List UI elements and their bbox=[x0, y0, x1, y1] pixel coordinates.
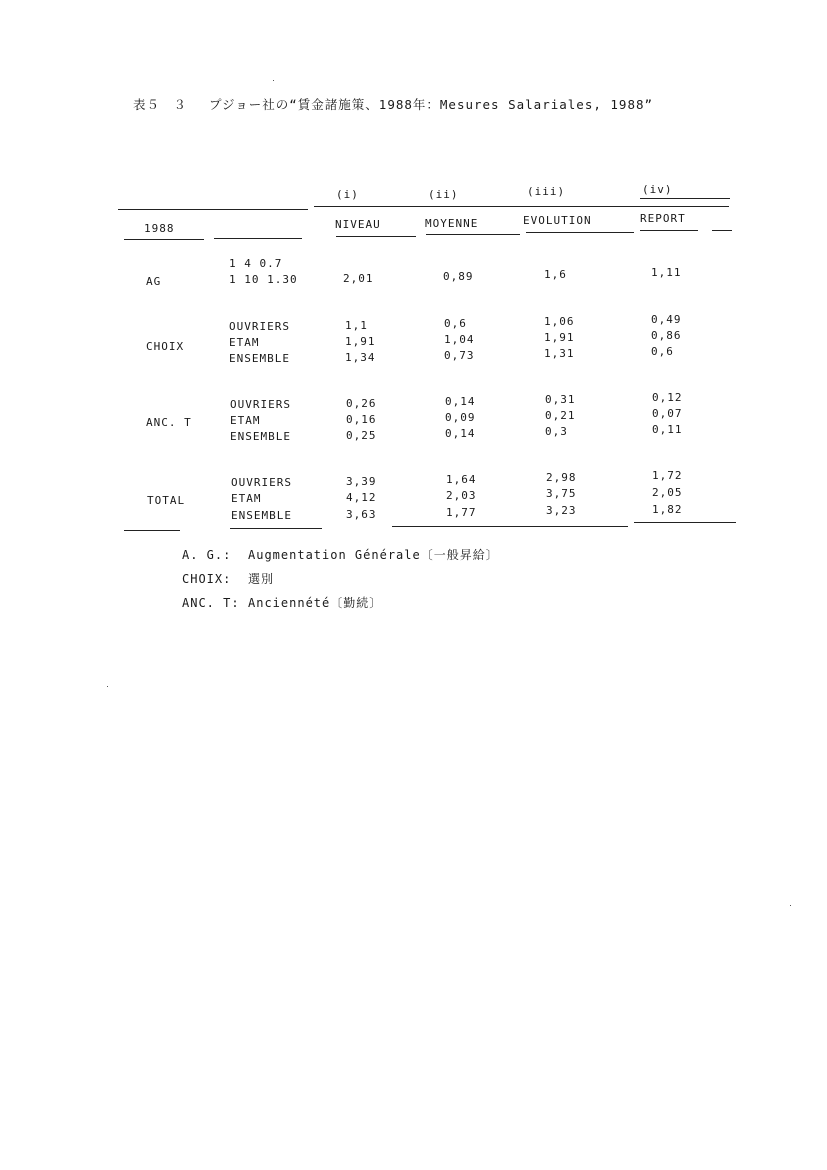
total-ensemble-niveau: 3,63 bbox=[346, 508, 377, 521]
note-ag-key: A. G.: bbox=[182, 548, 232, 562]
choix-sub-etam: ETAM bbox=[229, 336, 260, 349]
bottom-rule-2 bbox=[230, 528, 322, 529]
total-etam-niveau: 4,12 bbox=[346, 491, 377, 504]
choix-ensemble-moyenne: 0,73 bbox=[444, 349, 475, 362]
header-rule-6 bbox=[640, 230, 698, 231]
ag-moyenne: 0,89 bbox=[443, 270, 474, 283]
total-ensemble-moyenne: 1,77 bbox=[446, 506, 477, 519]
note-ag-value: Augmentation Générale〔一般昇給〕 bbox=[248, 548, 499, 562]
anc-ouvriers-moyenne: 0,14 bbox=[445, 395, 476, 408]
scan-speck bbox=[107, 686, 108, 687]
header-rule-1 bbox=[124, 239, 204, 240]
choix-ouvriers-moyenne: 0,6 bbox=[444, 317, 467, 330]
note-ag bbox=[182, 546, 499, 563]
choix-ouvriers-evolution: 1,06 bbox=[544, 315, 575, 328]
col-number-iv: (iv) bbox=[642, 183, 673, 196]
header-rule-3 bbox=[336, 236, 416, 237]
total-sub-etam: ETAM bbox=[231, 492, 262, 505]
bottom-rule-4 bbox=[634, 522, 736, 523]
col-number-ii: (ii) bbox=[428, 188, 459, 201]
anc-etam-niveau: 0,16 bbox=[346, 413, 377, 426]
total-ouvriers-report: 1,72 bbox=[652, 469, 683, 482]
choix-sub-ensemble: ENSEMBLE bbox=[229, 352, 290, 365]
choix-ouvriers-niveau: 1,1 bbox=[345, 319, 368, 332]
choix-ensemble-report: 0,6 bbox=[651, 345, 674, 358]
anc-sub-ouvriers: OUVRIERS bbox=[230, 398, 291, 411]
total-etam-report: 2,05 bbox=[652, 486, 683, 499]
choix-ensemble-niveau: 1,34 bbox=[345, 351, 376, 364]
note-choix-key: CHOIX: bbox=[182, 572, 232, 586]
scan-speck bbox=[790, 905, 791, 906]
choix-etam-evolution: 1,91 bbox=[544, 331, 575, 344]
anc-ensemble-report: 0,11 bbox=[652, 423, 683, 436]
anc-sub-ensemble: ENSEMBLE bbox=[230, 430, 291, 443]
choix-etam-niveau: 1,91 bbox=[345, 335, 376, 348]
anc-ensemble-moyenne: 0,14 bbox=[445, 427, 476, 440]
row-header-year: 1988 bbox=[144, 222, 175, 235]
note-choix-value: 選別 bbox=[248, 572, 275, 586]
ag-report: 1,11 bbox=[651, 266, 682, 279]
bottom-rule-3 bbox=[392, 526, 628, 527]
ag-dates-2: 1 10 1.30 bbox=[229, 273, 298, 286]
total-ouvriers-evolution: 2,98 bbox=[546, 471, 577, 484]
col-header-evolution: EVOLUTION bbox=[523, 214, 592, 227]
row-label-anc: ANC. T bbox=[146, 416, 192, 429]
col-header-niveau: NIVEAU bbox=[335, 218, 381, 231]
col-number-i: (i) bbox=[336, 188, 359, 201]
scan-speck bbox=[273, 80, 274, 81]
anc-ouvriers-evolution: 0,31 bbox=[545, 393, 576, 406]
header-rule-7 bbox=[712, 230, 732, 231]
total-sub-ouvriers: OUVRIERS bbox=[231, 476, 292, 489]
table-title bbox=[133, 95, 675, 113]
total-ensemble-report: 1,82 bbox=[652, 503, 683, 516]
total-etam-evolution: 3,75 bbox=[546, 487, 577, 500]
choix-sub-ouvriers: OUVRIERS bbox=[229, 320, 290, 333]
total-ouvriers-niveau: 3,39 bbox=[346, 475, 377, 488]
total-ouvriers-moyenne: 1,64 bbox=[446, 473, 477, 486]
choix-etam-report: 0,86 bbox=[651, 329, 682, 342]
choix-ensemble-evolution: 1,31 bbox=[544, 347, 575, 360]
bottom-rule-1 bbox=[124, 530, 180, 531]
anc-ouvriers-niveau: 0,26 bbox=[346, 397, 377, 410]
ag-niveau: 2,01 bbox=[343, 272, 374, 285]
row-label-choix: CHOIX bbox=[146, 340, 185, 353]
anc-sub-etam: ETAM bbox=[230, 414, 261, 427]
total-etam-moyenne: 2,03 bbox=[446, 489, 477, 502]
top-rule-right bbox=[314, 206, 729, 207]
choix-ouvriers-report: 0,49 bbox=[651, 313, 682, 326]
note-anc-key: ANC. T: bbox=[182, 596, 240, 610]
row-label-total: TOTAL bbox=[147, 494, 186, 507]
anc-ensemble-evolution: 0,3 bbox=[545, 425, 568, 438]
table-title-text: プジョー社の“賃金諸施策、1988年：Mesures Salariales, 1988” bbox=[209, 97, 654, 112]
col-header-report: REPORT bbox=[640, 212, 686, 225]
total-ensemble-evolution: 3,23 bbox=[546, 504, 577, 517]
col-number-iii: (iii) bbox=[527, 185, 566, 198]
note-anc bbox=[182, 594, 382, 611]
anc-etam-report: 0,07 bbox=[652, 407, 683, 420]
ag-dates-1: 1 4 0.7 bbox=[229, 257, 283, 270]
total-sub-ensemble: ENSEMBLE bbox=[231, 509, 292, 522]
header-rule-2 bbox=[214, 238, 302, 239]
anc-etam-moyenne: 0,09 bbox=[445, 411, 476, 424]
note-anc-value: Anciennété〔勤続〕 bbox=[248, 596, 383, 610]
ag-evolution: 1,6 bbox=[544, 268, 567, 281]
header-rule-5 bbox=[526, 232, 634, 233]
choix-etam-moyenne: 1,04 bbox=[444, 333, 475, 346]
top-rule bbox=[118, 209, 308, 210]
anc-etam-evolution: 0,21 bbox=[545, 409, 576, 422]
anc-ouvriers-report: 0,12 bbox=[652, 391, 683, 404]
anc-ensemble-niveau: 0,25 bbox=[346, 429, 377, 442]
row-label-ag: AG bbox=[146, 275, 162, 288]
top-rule-iv bbox=[640, 198, 730, 199]
table-number: 表５ ３ bbox=[133, 97, 188, 112]
note-choix bbox=[182, 570, 274, 587]
col-header-moyenne: MOYENNE bbox=[425, 217, 479, 230]
header-rule-4 bbox=[426, 234, 520, 235]
